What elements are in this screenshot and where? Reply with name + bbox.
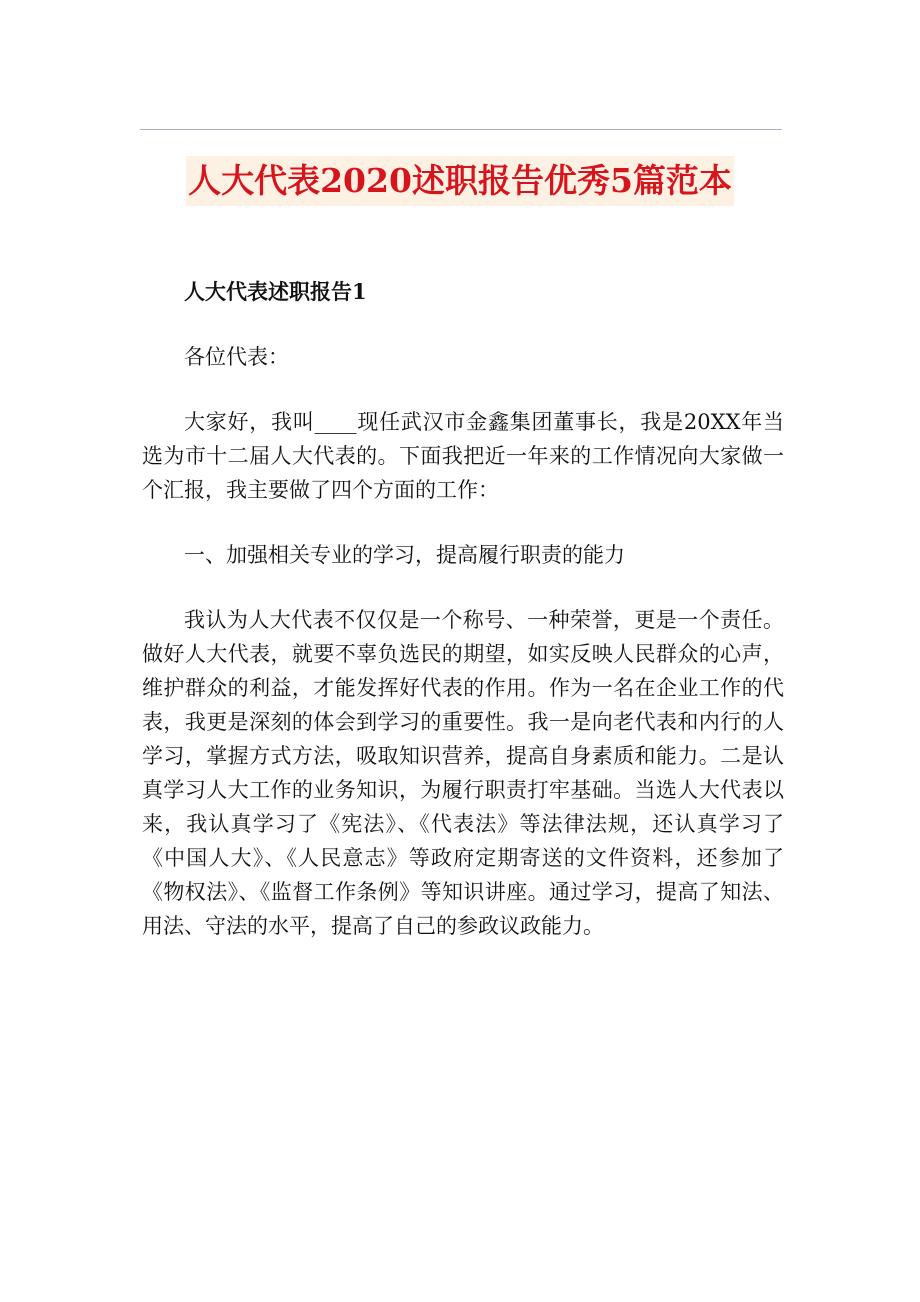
- section-heading: 人大代表述职报告1: [184, 279, 367, 304]
- paragraph-point-one: 一、加强相关专业的学习，提高履行职责的能力: [184, 543, 625, 567]
- title-container: [0, 156, 920, 206]
- paragraph-intro: 大家好，我叫____现任武汉市金鑫集团董事长，我是20XX年当选为市十二届人大代表的。下面我把近一年来的工作情况向大家做一个汇报，我主要做了四个方面的工作：: [142, 410, 784, 502]
- salutation: 各位代表：: [184, 345, 289, 369]
- document-body: [142, 275, 784, 974]
- paragraph-body: 我认为人大代表不仅仅是一个称号、一种荣誉，更是一个责任。做好人大代表，就要不辜负选民的期望，如实反映人民群众的心声，维护群众的利益，才能发挥好代表的作用。作为一名在企业工作的代表，我更是深刻的体会到学习的重要性。我一是向老代表和内行的人学习，掌握方式方法，吸取知识营养，提高自身素质和能力。二是认真学习人大工作的业务知识，为履行职责打牢基础。当选人大代表以来，我认真学习了《宪法》、《代表法》等法律法规，还认真学习了《中国人大》、《人民意志》等政府定期寄送的文件资料，还参加了《物权法》、《监督工作条例》等知识讲座。通过学习，提高了知法、用法、守法的水平，提高了自己的参政议政能力。: [142, 608, 784, 938]
- document-title: 人大代表2020述职报告优秀5篇范本: [186, 156, 734, 206]
- top-divider: [140, 129, 782, 130]
